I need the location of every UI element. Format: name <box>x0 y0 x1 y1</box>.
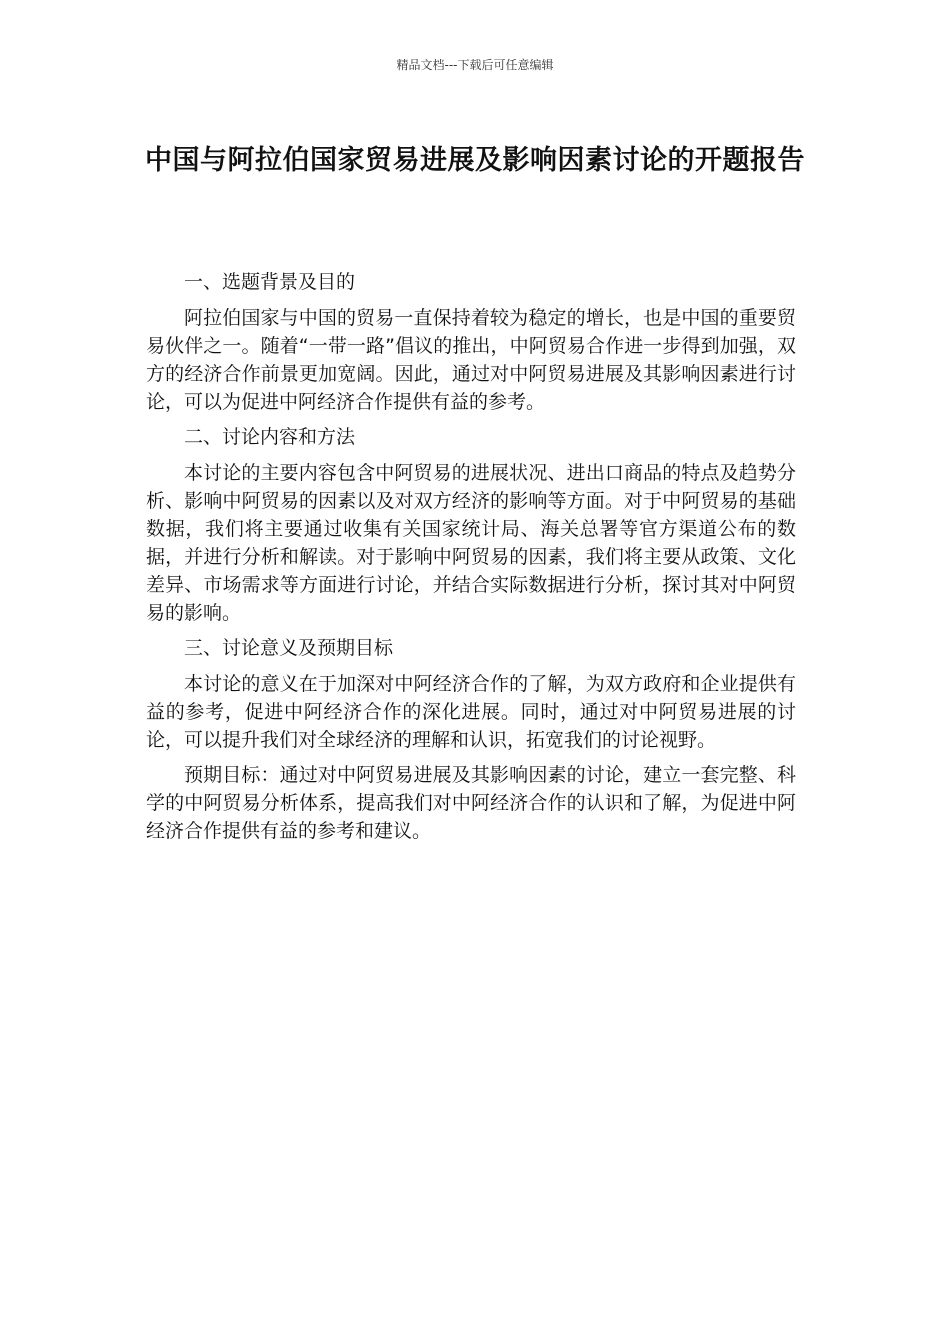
paragraph-background: 阿拉伯国家与中国的贸易一直保持着较为稳定的增长，也是中国的重要贸易伙伴之一。随着“一带一路”倡议的推出，中阿贸易合作进一步得到加强，双方的经济合作前景更加宽阔。因此，通过对中阿贸易进展及其影响因素进行讨论，可以为促进中阿经济合作提供有益的参考。 <box>146 307 796 413</box>
section-heading-content-method: 二、讨论内容和方法 <box>184 426 356 448</box>
section-heading-background: 一、选题背景及目的 <box>184 271 356 293</box>
paragraph-content-method: 本讨论的主要内容包含中阿贸易的进展状况、进出口商品的特点及趋势分析、影响中阿贸易的因素以及对双方经济的影响等方面。对于中阿贸易的基础数据，我们将主要通过收集有关国家统计局、海关总署等官方渠道公布的数据，并进行分析和解读。对于影响中阿贸易的因素，我们将主要从政策、文化差异、市场需求等方面进行讨论，并结合实际数据进行分析，探讨其对中阿贸易的影响。 <box>146 462 796 624</box>
paragraph-expected-goals: 预期目标：通过对中阿贸易进展及其影响因素的讨论，建立一套完整、科学的中阿贸易分析体系，提高我们对中阿经济合作的认识和了解，为促进中阿经济合作提供有益的参考和建议。 <box>146 764 796 842</box>
document-title: 中国与阿拉伯国家贸易进展及影响因素讨论的开题报告 <box>145 145 805 176</box>
page-header-note: 精品文档---下载后可任意编辑 <box>396 58 554 72</box>
document-body <box>146 268 796 852</box>
paragraph-significance: 本讨论的意义在于加深对中阿经济合作的了解，为双方政府和企业提供有益的参考，促进中阿经济合作的深化进展。同时，通过对中阿贸易进展的讨论，可以提升我们对全球经济的理解和认识，拓宽我们的讨论视野。 <box>146 673 796 751</box>
section-heading-significance: 三、讨论意义及预期目标 <box>184 637 394 659</box>
